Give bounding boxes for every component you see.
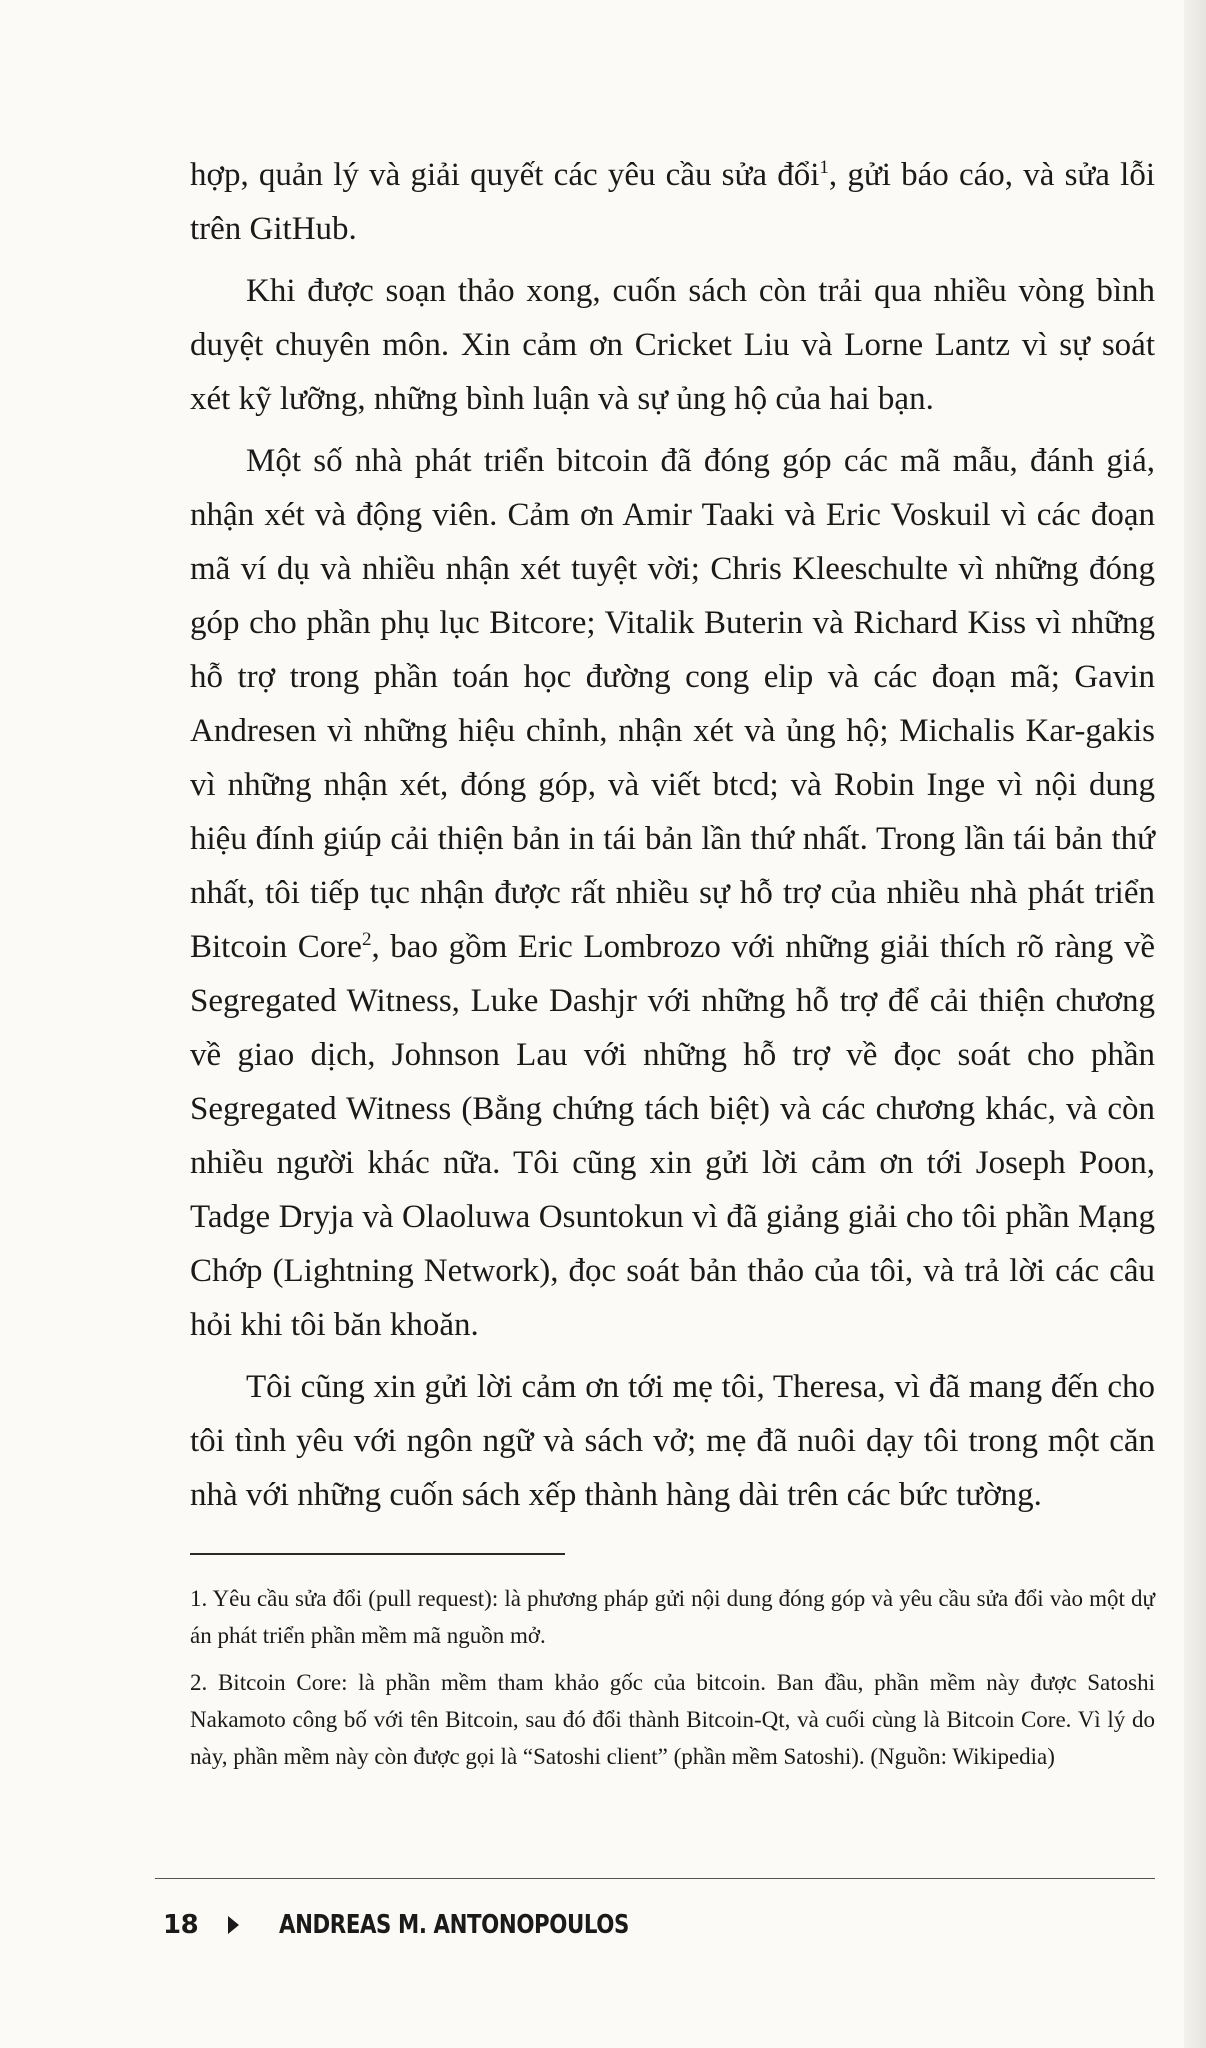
footnote-1: 1. Yêu cầu sửa đổi (pull request): là phương pháp gửi nội dung đóng góp và yêu cầu sửa đổi vào một dự án phát triển phần mềm mã nguồn mở. <box>190 1586 1155 1648</box>
running-author: ANDREAS M. ANTONOPOULOS <box>279 1910 630 1940</box>
paragraph-2: Khi được soạn thảo xong, cuốn sách còn trải qua nhiều vòng bình duyệt chuyên môn. Xin cảm ơn Cricket Liu và Lorne Lantz vì sự soát xét kỹ lưỡng, những bình luận và sự ủng hộ của hai bạn. <box>190 273 1155 417</box>
paragraph-3: Một số nhà phát triển bitcoin đã đóng góp các mã mẫu, đánh giá, nhận xét và động viên. Cảm ơn Amir Taaki và Eric Voskuil vì các đoạn mã ví dụ và nhiều nhận xét tuyệt vời; Chris Kleeschulte vì những đóng góp cho phần phụ lục Bitcore; Vitalik Buterin và Richard Kiss vì những hỗ trợ trong phần toán học đường cong elip và các đoạn mã; Gavin Andresen vì những hiệu chỉnh, nhận xét và ủng hộ; Michalis Kar-gakis vì những nhận xét, đóng góp, và viết btcd; và Robin Inge vì nội dung hiệu đính giúp cải thiện bản in tái bản lần thứ nhất. Trong lần tái bản thứ nhất, tôi tiếp tục nhận được rất nhiều sự hỗ trợ của nhiều nhà phát triển Bitcoin Core$^2$, bao gồm Eric Lombrozo với những giải thích rõ ràng về Segregated Witness, Luke Dashjr với những hỗ trợ để cải thiện chương về giao dịch, Johnson Lau với những hỗ trợ về đọc soát cho phần Segregated Witness (Bằng chứng tách biệt) và các chương khác, và còn nhiều người khác nữa. Tôi cũng xin gửi lời cảm ơn tới Joseph Poon, Tadge Dryja và Olaoluwa Osuntokun vì đã giảng giải cho tôi phần Mạng Chớp (Lightning Network), đọc soát bản thảo của tôi, và trả lời các câu hỏi khi tôi băn khoăn. <box>190 443 1155 1343</box>
footnote-2: 2. Bitcoin Core: là phần mềm tham khảo gốc của bitcoin. Ban đầu, phần mềm này được Satoshi Nakamoto công bố với tên Bitcoin, sau đó đổi thành Bitcoin-Qt, và cuối cùng là Bitcoin Core. Vì lý do này, phần mềm này còn được gọi là “Satoshi client” (phần mềm Satoshi). (Nguồn: Wikipedia) <box>190 1670 1155 1769</box>
page-number: 18 <box>163 1910 199 1940</box>
paragraph-1: hợp, quản lý và giải quyết các yêu cầu sửa đổi$^1$, gửi báo cáo, và sửa lỗi trên GitHub. <box>190 157 1155 247</box>
footnote-divider <box>190 1553 565 1555</box>
page-edge-shadow <box>1184 0 1206 2048</box>
triangle-right-icon <box>228 1916 239 1934</box>
footnote-ref-1: 1 <box>819 157 829 178</box>
footnotes <box>190 1580 1155 1785</box>
body-text <box>190 148 1155 1530</box>
page-footer <box>163 1905 706 1945</box>
footnote-ref-2: 2 <box>361 929 372 950</box>
paragraph-4: Tôi cũng xin gửi lời cảm ơn tới mẹ tôi, Theresa, vì đã mang đến cho tôi tình yêu với ngôn ngữ và sách vở; mẹ đã nuôi dạy tôi trong một căn nhà với những cuốn sách xếp thành hàng dài trên các bức tường. <box>190 1369 1155 1513</box>
footer-divider <box>155 1878 1155 1879</box>
